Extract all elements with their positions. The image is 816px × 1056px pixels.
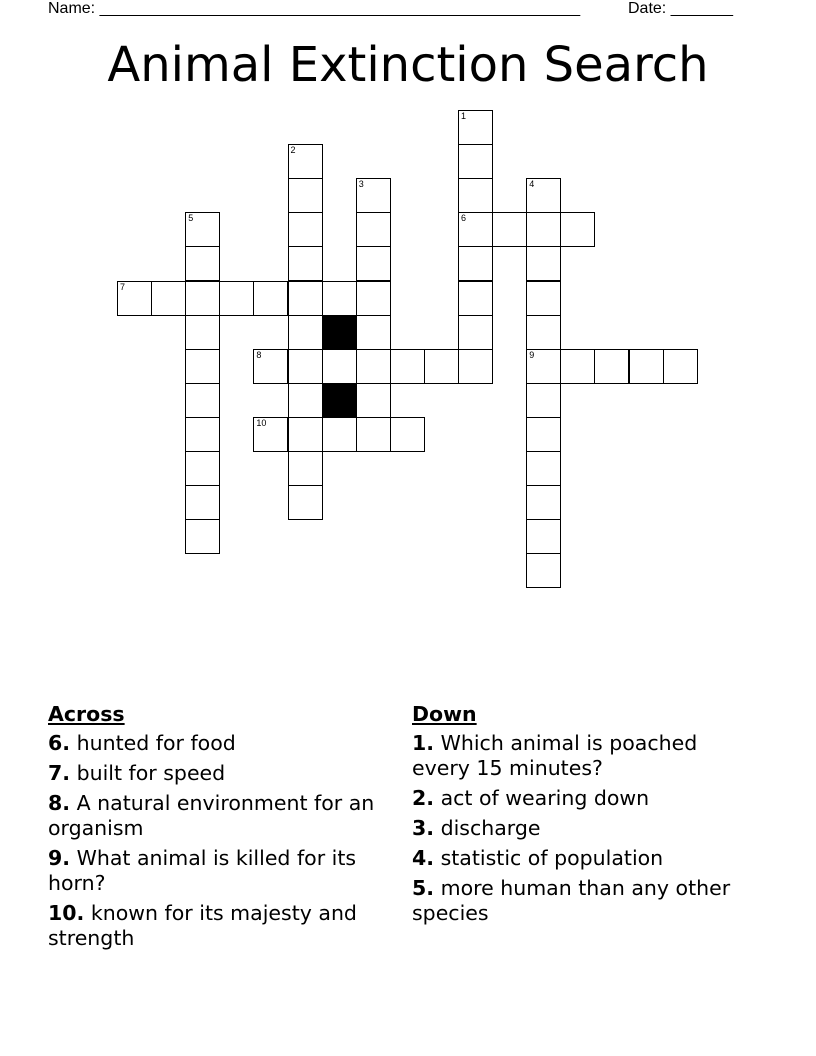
answer-cell[interactable] bbox=[458, 144, 493, 179]
cell-number: 7 bbox=[120, 281, 126, 292]
answer-cell[interactable] bbox=[526, 451, 561, 486]
down-clue bbox=[412, 846, 752, 871]
answer-cell[interactable] bbox=[288, 349, 323, 384]
answer-cell[interactable] bbox=[185, 315, 220, 350]
across-clue bbox=[48, 731, 400, 756]
answer-cell[interactable] bbox=[390, 417, 425, 452]
answer-cell[interactable] bbox=[253, 349, 288, 384]
answer-cell[interactable] bbox=[458, 246, 493, 281]
answer-cell[interactable] bbox=[322, 417, 357, 452]
across-clue bbox=[48, 761, 400, 786]
answer-cell[interactable] bbox=[356, 281, 391, 316]
across-heading: Across bbox=[48, 702, 125, 726]
answer-cell[interactable] bbox=[185, 417, 220, 452]
clue-text: hunted for food bbox=[76, 731, 236, 755]
clue-number: 8. bbox=[48, 791, 71, 815]
answer-cell[interactable] bbox=[526, 383, 561, 418]
clue-number: 5. bbox=[412, 876, 435, 900]
answer-cell[interactable] bbox=[185, 383, 220, 418]
black-cell bbox=[322, 383, 357, 418]
clue-text: more human than any other species bbox=[412, 876, 731, 925]
cell-number: 2 bbox=[290, 145, 296, 156]
cell-number: 3 bbox=[358, 179, 364, 190]
answer-cell[interactable] bbox=[526, 212, 561, 247]
answer-cell[interactable] bbox=[185, 451, 220, 486]
answer-cell[interactable] bbox=[526, 553, 561, 588]
answer-cell[interactable] bbox=[492, 212, 527, 247]
answer-cell[interactable] bbox=[356, 383, 391, 418]
answer-cell[interactable] bbox=[458, 178, 493, 213]
answer-cell[interactable] bbox=[288, 315, 323, 350]
clue-text: known for its majesty and strength bbox=[48, 901, 357, 950]
clue-text: built for speed bbox=[76, 761, 226, 785]
clue-text: act of wearing down bbox=[440, 786, 650, 810]
answer-cell[interactable] bbox=[185, 281, 220, 316]
answer-cell[interactable] bbox=[151, 281, 186, 316]
answer-cell[interactable] bbox=[288, 212, 323, 247]
answer-cell[interactable] bbox=[356, 178, 391, 213]
clue-number: 7. bbox=[48, 761, 71, 785]
down-heading: Down bbox=[412, 702, 477, 726]
cell-number: 8 bbox=[256, 349, 262, 360]
answer-cell[interactable] bbox=[526, 485, 561, 520]
answer-cell[interactable] bbox=[424, 349, 459, 384]
answer-cell[interactable] bbox=[253, 417, 288, 452]
clue-text: A natural environment for an organism bbox=[48, 791, 375, 840]
answer-cell[interactable] bbox=[356, 417, 391, 452]
answer-cell[interactable] bbox=[458, 110, 493, 145]
cell-number: 1 bbox=[461, 111, 467, 121]
clue-number: 2. bbox=[412, 786, 435, 810]
answer-cell[interactable] bbox=[288, 451, 323, 486]
answer-cell[interactable] bbox=[458, 212, 493, 247]
answer-cell[interactable] bbox=[526, 519, 561, 554]
answer-cell[interactable] bbox=[185, 246, 220, 281]
answer-cell[interactable] bbox=[560, 349, 595, 384]
answer-cell[interactable] bbox=[185, 212, 220, 247]
answer-cell[interactable] bbox=[594, 349, 629, 384]
clue-number: 3. bbox=[412, 816, 435, 840]
answer-cell[interactable] bbox=[185, 519, 220, 554]
cell-number: 10 bbox=[256, 417, 267, 428]
answer-cell[interactable] bbox=[356, 212, 391, 247]
down-clue bbox=[412, 731, 752, 781]
answer-cell[interactable] bbox=[629, 349, 664, 384]
answer-cell[interactable] bbox=[356, 315, 391, 350]
across-clue bbox=[48, 901, 400, 951]
cell-number: 4 bbox=[529, 179, 535, 190]
answer-cell[interactable] bbox=[526, 178, 561, 213]
date-line[interactable]: Date: _______ bbox=[628, 0, 733, 17]
answer-cell[interactable] bbox=[288, 417, 323, 452]
across-clue bbox=[48, 846, 400, 896]
answer-cell[interactable] bbox=[526, 349, 561, 384]
name-line[interactable]: Name: ______________________________________________________ bbox=[48, 0, 581, 17]
answer-cell[interactable] bbox=[458, 281, 493, 316]
clue-text: discharge bbox=[440, 816, 541, 840]
across-clues bbox=[48, 702, 400, 956]
page-title: Animal Extinction Search bbox=[107, 37, 709, 93]
answer-cell[interactable] bbox=[526, 315, 561, 350]
answer-cell[interactable] bbox=[288, 178, 323, 213]
answer-cell[interactable] bbox=[526, 246, 561, 281]
answer-cell[interactable] bbox=[560, 212, 595, 247]
answer-cell[interactable] bbox=[526, 281, 561, 316]
clue-text: What animal is killed for its horn? bbox=[48, 846, 357, 895]
black-cell bbox=[322, 315, 357, 350]
clue-text: statistic of population bbox=[440, 846, 664, 870]
answer-cell[interactable] bbox=[288, 485, 323, 520]
clue-number: 10. bbox=[48, 901, 85, 925]
cell-number: 6 bbox=[461, 213, 467, 224]
cell-number: 5 bbox=[188, 213, 194, 224]
across-clue bbox=[48, 791, 400, 841]
clue-number: 9. bbox=[48, 846, 71, 870]
answer-cell[interactable] bbox=[322, 281, 357, 316]
answer-cell[interactable] bbox=[458, 315, 493, 350]
answer-cell[interactable] bbox=[663, 349, 698, 384]
clue-number: 1. bbox=[412, 731, 435, 755]
down-clue bbox=[412, 816, 752, 841]
answer-cell[interactable] bbox=[288, 246, 323, 281]
answer-cell[interactable] bbox=[288, 144, 323, 179]
answer-cell[interactable] bbox=[526, 417, 561, 452]
answer-cell[interactable] bbox=[390, 349, 425, 384]
answer-cell[interactable] bbox=[185, 349, 220, 384]
clue-text: Which animal is poached every 15 minutes? bbox=[412, 731, 698, 780]
answer-cell[interactable] bbox=[322, 349, 357, 384]
answer-cell[interactable] bbox=[356, 349, 391, 384]
cell-number: 9 bbox=[529, 349, 535, 360]
answer-cell[interactable] bbox=[356, 246, 391, 281]
down-clue bbox=[412, 786, 752, 811]
down-clues bbox=[412, 702, 752, 931]
answer-cell[interactable] bbox=[253, 281, 288, 316]
answer-cell[interactable] bbox=[288, 281, 323, 316]
answer-cell[interactable] bbox=[219, 281, 254, 316]
answer-cell[interactable] bbox=[117, 281, 152, 316]
clue-number: 4. bbox=[412, 846, 435, 870]
answer-cell[interactable] bbox=[288, 383, 323, 418]
answer-cell[interactable] bbox=[458, 349, 493, 384]
clue-number: 6. bbox=[48, 731, 71, 755]
down-clue bbox=[412, 876, 752, 926]
answer-cell[interactable] bbox=[185, 485, 220, 520]
